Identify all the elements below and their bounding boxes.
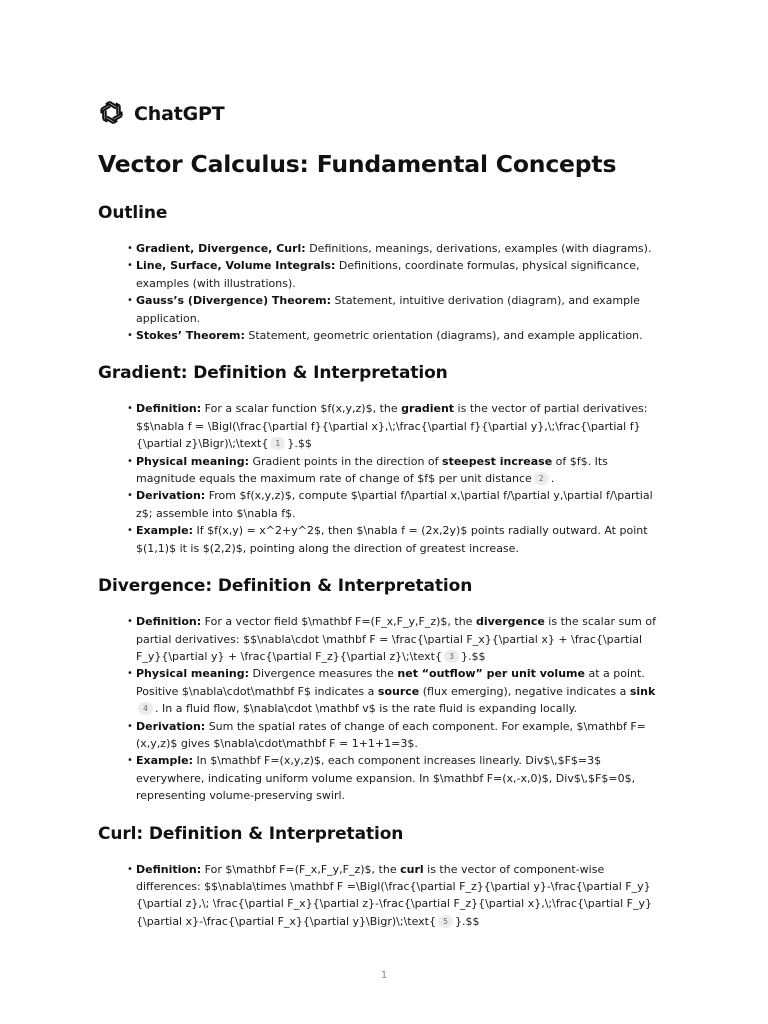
brand-header [98,100,224,128]
footnote-badge[interactable]: 1 [270,437,285,450]
gradient-example: • Example: If $f(x,y) = x^2+y^2$, then $\nabla f = (2x,2y)$ points radially outward. At point $(1,1)$ it is $(2,2)$, pointing along the direction of greatest increase. [98,522,670,557]
footnote-badge[interactable]: 4 [138,702,153,715]
outline-item-3: • Gauss’s (Divergence) Theorem: Statement, intuitive derivation (diagram), and example application. [98,292,670,327]
gradient-definition: • Definition: For a scalar function $f(x,y,z)$, the gradient is the vector of partial derivatives: $$\nabla f = \Bigl(\frac{\partial f}{\partial x},\;\frac{\partial f}{\partial y},\;\frac{\partial f}{\partial z}\Bigr)\;\text{ 1 }.$$ [98,400,670,452]
divergence-derivation: • Derivation: Sum the spatial rates of change of each component. For example, $\mathbf F=(x,y,z)$ gives $\nabla\cdot\mathbf F = 1+1+1=3$. [98,718,670,753]
gradient-heading: Gradient: Definition & Interpretation [98,363,448,384]
outline-item-2: • Line, Surface, Volume Integrals: Definitions, coordinate formulas, physical significance, examples (with illustrations). [98,257,670,292]
footnote-badge[interactable]: 5 [438,915,453,928]
divergence-heading: Divergence: Definition & Interpretation [98,576,473,597]
openai-logo-icon [98,99,125,130]
brand-name: ChatGPT [134,103,225,125]
outline-list [98,240,670,344]
gradient-derivation: • Derivation: From $f(x,y,z)$, compute $\partial f/\partial x,\partial f/\partial y,\partial f/\partial z$; assemble into $\nabla f$. [98,487,670,522]
gradient-list [98,400,670,557]
curl-list [98,861,670,931]
footnote-badge[interactable]: 3 [444,650,459,663]
divergence-meaning: • Physical meaning: Divergence measures the net “outflow” per unit volume at a point. Positive $\nabla\cdot\mathbf F$ indicates a source (flux emerging), negative indicates a sink4 . In a fluid flow, $\nabla\cdot \mathbf v$ is the rate fluid is expanding locally. [98,665,670,717]
gradient-meaning: • Physical meaning: Gradient points in the direction of steepest increase of $f$. Its magnitude equals the maximum rate of change of $f$ per unit distance 2 . [98,453,670,488]
outline-heading: Outline [98,203,168,223]
page-number: 1 [380,970,388,981]
curl-definition: • Definition: For $\mathbf F=(F_x,F_y,F_z)$, the curl is the vector of component-wise differences: $$\nabla\times \mathbf F =\Bigl(\frac{\partial F_z}{\partial y}-\frac{\partial F_y}{\partial z},\; \frac{\partial F_x}{\partial z}-\frac{\partial F_z}{\partial x},\;\frac{\partial F_y}{\partial x}-\frac{\partial F_x}{\partial y}\Bigr)\;\text{ 5 }.$$ [98,861,670,931]
divergence-definition: • Definition: For a vector field $\mathbf F=(F_x,F_y,F_z)$, the divergence is the scalar sum of partial derivatives: $$\nabla\cdot \mathbf F = \frac{\partial F_x}{\partial x} + \frac{\partial F_y}{\partial y} + \frac{\partial F_z}{\partial z}\;\text{ 3 }.$$ [98,613,670,665]
page-title: Vector Calculus: Fundamental Concepts [98,150,617,178]
curl-heading: Curl: Definition & Interpretation [98,823,404,844]
divergence-list [98,613,670,804]
footnote-badge[interactable]: 2 [534,472,549,485]
outline-item-4: • Stokes’ Theorem: Statement, geometric orientation (diagrams), and example application. [98,327,670,344]
document-content [98,146,670,930]
outline-item-1: • Gradient, Divergence, Curl: Definitions, meanings, derivations, examples (with diagrams). [98,240,670,257]
divergence-example: • Example: In $\mathbf F=(x,y,z)$, each component increases linearly. Div$\,$F$=3$ everywhere, indicating uniform volume expansion. In $\mathbf F=(x,-x,0)$, Div$\,$F$=0$, representing volume-preserving swirl. [98,752,670,804]
